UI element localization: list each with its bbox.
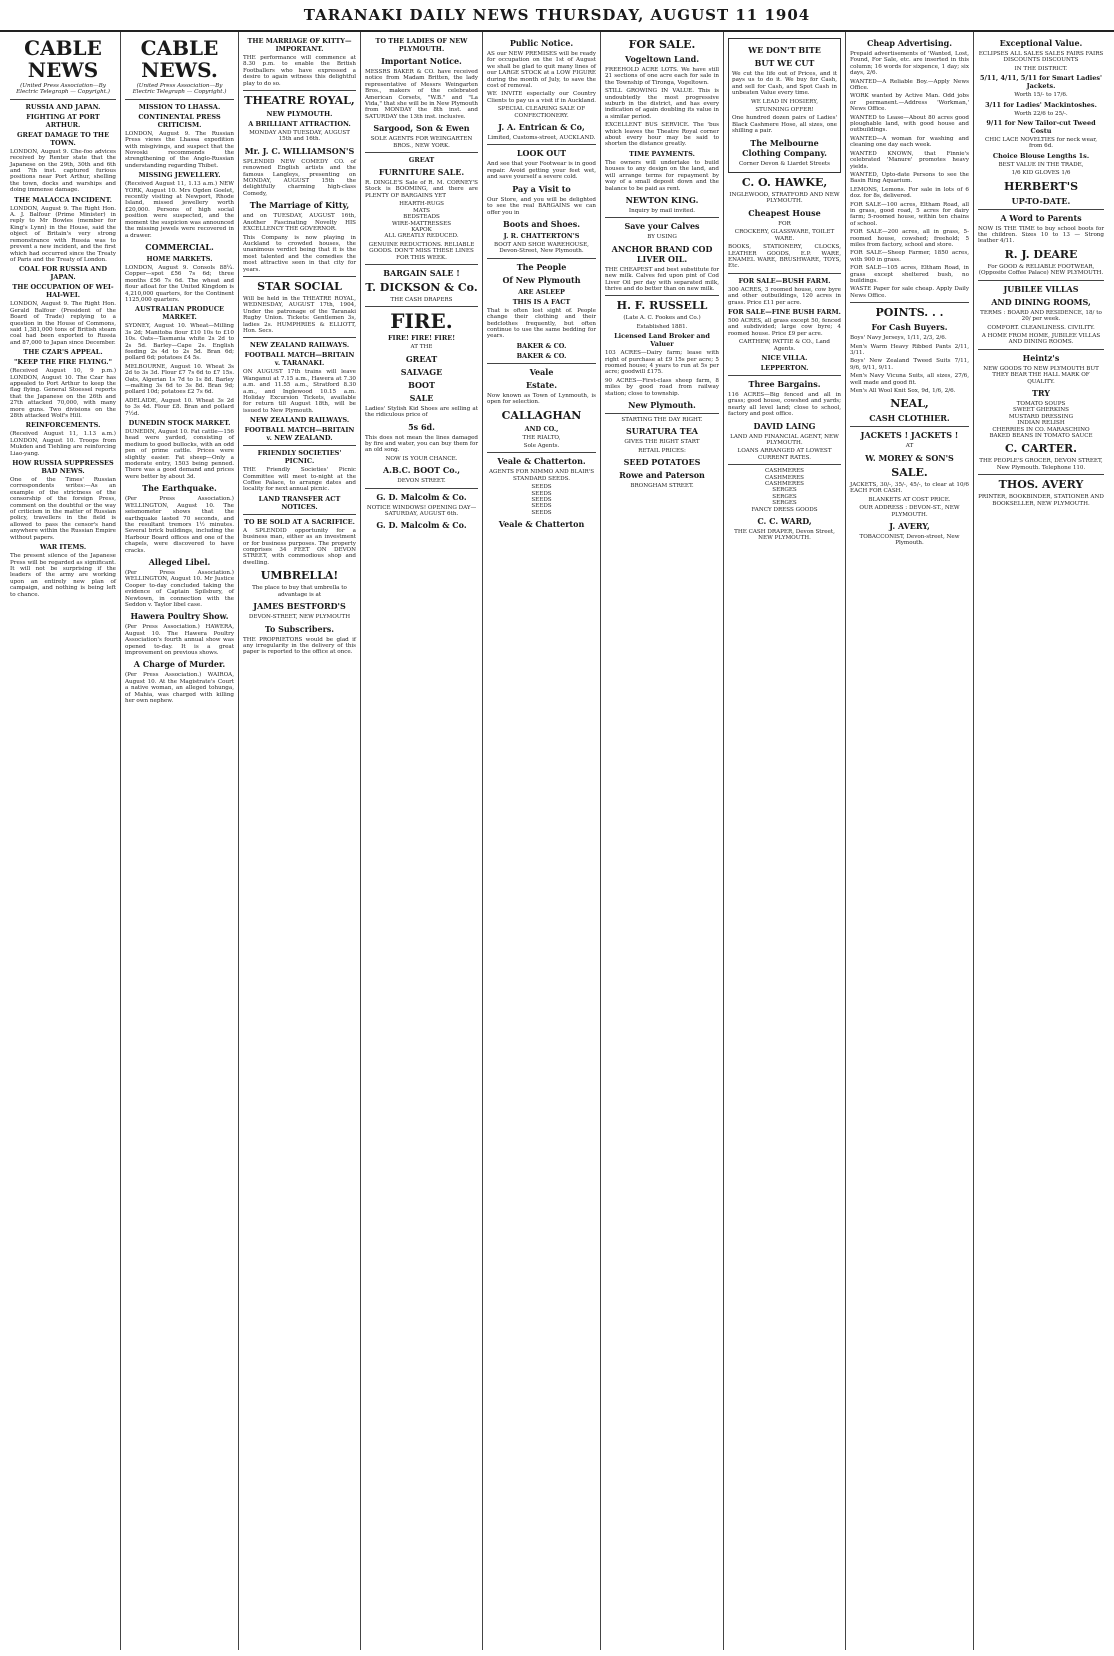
ad-heading: CASH CLOTHIER. [869,413,950,424]
ad-heading: SURATURA TEA [626,426,698,437]
cable-news-title: CABLE NEWS [24,36,102,82]
heading: THE CZAR'S APPEAL. [23,348,103,357]
ad-heading: FRIENDLY SOCIETIES' PICNIC. [257,449,342,466]
ad-text: SPLENDID NEW COMEDY CO. of renowned English artists and the famous Langleys, presenting on MONDAY, AUGUST 15th the delightfully charming high-class Comedy, [243,158,356,197]
ad-text: MONDAY AND TUESDAY, AUGUST 15th and 16th. [249,130,350,143]
classified-ad: WANTED to Lease—About 80 acres good ploughable land, with good house and outbuildings. [850,114,969,134]
article-text: (Per Press Association.) WELLINGTON, August 10. The seismometer shows that the earthquake lasted 70 seconds, and the resultant tremors 1½ minutes. Several brick buildings, including the Harbour Board offices and one of the chapels, were discovered to have cracks. [125,496,234,554]
ad-subheading: A BRILLIANT ATTRACTION. [248,120,351,129]
classified-ad: FOR SALE—200 acres, all in grass, 5-roomed house, cowshed; freehold; 5 miles from factory, school and store. [850,229,969,248]
heading: MISSION TO LHASSA. [138,102,221,111]
ad-heading: THEATRE ROYAL, [244,94,355,108]
ad-text: CROCKERY, GLASSWARE, TOILET WARE. [734,229,835,242]
ad-heading: UMBRELLA! [260,569,339,583]
classified-ad: LEMONS, Lemons. For sale in lots of 6 doz. for 8s, delivered. [850,186,969,200]
cable-news-credit: (United Press Association—By Electric Telegraph — Copyright.) [16,83,110,96]
ad-text: GENUINE REDUCTIONS. RELIABLE GOODS. DON'T MISS THESE LINES FOR THIS WEEK. [368,241,475,261]
heading: Hawera Poultry Show. [130,611,229,622]
ad-heading: C. C. WARD, [757,516,812,527]
ad-heading: FURNITURE SALE. [378,167,465,178]
ad-subheading: FIRE! FIRE! FIRE! [387,334,456,343]
heading: DUNEDIN STOCK MARKET. [128,419,231,428]
ad-text: AS our NEW PREMISES will be ready for occupation on the 1st of August we shall be glad to quit many lines of our LARGE STOCK at a LOW FIGURE during the month of July, to save the cost of removal. [487,51,596,90]
ad-text: CHIC LACE NOVELTIES for neck wear, from 6d. [984,137,1098,150]
item-list [728,468,841,513]
ad-text: STUNNING OFFER! [755,107,814,114]
column-6 [601,32,724,1650]
heading: WAR ITEMS. [39,543,87,552]
ad-text: A HOME FROM HOME, JUBILEE VILLAS AND DINING ROOMS. [981,332,1101,346]
ad-text: EXCELLENT BUS SERVICE. The 'bus which leaves the Theatre Royal corner about every hour may be said to shorten the distance greatly. [605,122,719,148]
classified-ad: WASTE Paper for sale cheap. Apply Daily News Office. [850,286,969,299]
article-text: One of the Times' Russian correspondents writes:—As an example of the strictness of the censorship of the foreign Press, comment on the doubtful or the way of criticism in the matter of Russian policy, travellers in the field is allowed to pass the censor's hand anywhere within the Russian Empire without papers. [10,477,116,541]
ad-text: GIVES THE RIGHT START [624,439,700,446]
ad-text: Boys' Navy Jerseys, 1/11, 2/3, 2/6. [850,335,947,342]
ad-subheading: 9/11 for New Tailor-cut Tweed Costu [986,119,1096,136]
ad-heading: JACKETS ! JACKETS ! [860,430,959,441]
ad-heading: Mr. J. C. WILLIAMSON'S [244,145,355,156]
ad-text: THE PROPRIETORS would be glad if any irregularity in the delivery of this paper is reported to the office at once. [243,636,356,656]
column-9 [974,32,1108,1650]
ad-heading: Cheapest House [748,207,821,218]
ad-subheading: NEW PLYMOUTH. [266,110,333,119]
ad-text: DEVON-STREET, NEW PLYMOUTH [248,614,351,621]
list-item: CHERRIES IN CO. MARASCHINO [992,426,1090,433]
ad-text: THE RIALTO, [522,434,561,441]
heading: Alleged Libel. [148,556,211,567]
ad-text: AGENTS FOR NIMMO AND BLAIR'S STANDARD SEEDS. [488,469,595,482]
ad-text: For GOOD & RELIABLE FOOTWEAR, (Opposite Coffee Palace) NEW PLYMOUTH. [978,263,1104,277]
ad-text: AT THE [410,344,433,351]
heading: REINFORCEMENTS. [25,421,101,430]
ad-heading: NEW ZEALAND RAILWAYS. [249,341,350,350]
ad-text: ECLIPSES ALL SALES SALES FAIRS FAIRS DISCOUNTS DISCOUNTS [978,51,1104,64]
ad-price: 5s 6d. [408,421,435,432]
list-item: CASHMERES [765,468,804,475]
ad-heading: C. O. HAWKE, [741,176,828,190]
heading: MISSING JEWELLERY. [138,171,221,180]
ad-heading: J. R. CHATTERTON'S [503,231,580,240]
column-1 [6,32,121,1650]
ad-heading: A Word to Parents [1000,212,1082,223]
ad-text: ON AUGUST 17th trains will leave Wanganui at 7.15 a.m., Hawera at 7.30 a.m. and 11.55 a.m., Stratford 8.30 a.m., and Inglewood 10.15 a.m. Holiday Excursion Tickets, available for return till August 18th, will be issued to New Plymouth. [243,369,356,414]
subheading: FIGHTING AT PORT ARTHUR. [26,112,100,129]
article-text: LONDON, August 9. The Russian Press views the Lhassa expedition with misgivings, and suspect that the Novoski recommends the strengthening of the Anglo-Russian understanding regarding Thibet. [125,130,234,169]
ad-heading: R. J. DEARE [1004,247,1078,261]
column-8 [846,32,974,1650]
article-text: SYDNEY, August 10. Wheat—Milling 3s 2d; Manitoba flour £10 10s to £10 10s. Oats—Tasmania white 2s 2d to 2s 5d. Barley—Cape 2s. English feeding 2s 4d to 2s 5d. Bran 6d; pollard 6d; potatoes £4 5s. [125,323,234,362]
ad-heading: AND DINING ROOMS, [991,296,1091,307]
ad-heading: BAKER & CO. [516,341,567,350]
ad-subheading: FOOTBALL MATCH—BRITAIN v. NEW ZEALAND. [244,426,355,443]
ad-text: TOBACCONIST, Devon-street, New Plymouth. [859,533,960,547]
ad-text: Prepaid advertisements of 'Wanted, Lost, Found, For Sale, etc. are inserted in this column; 16 words for sixpence, 1 day; six days, 2/6. [850,51,969,77]
ad-text: NOTICE WINDOWS! OPENING DAY—SATURDAY, AUGUST 6th. [366,504,477,517]
ad-heading: SALVAGE [400,366,443,377]
ad-heading: Important Notice. [381,56,462,66]
ad-heading: For Cash Buyers. [871,322,948,333]
ad-text: The owners will undertake to build houses to any design on the land, and will arrange terms for repayment by way of a small deposit down and the balance to be paid as rent. [605,159,719,192]
column-2 [121,32,239,1650]
ad-heading: DAVID LAING [753,420,816,431]
ad-heading: BOOT [408,379,435,390]
ad-text: BRONGHAM STREET. [630,483,694,490]
subheading: GREAT DAMAGE TO THE TOWN. [16,130,110,147]
ad-heading: The Melbourne Clothing Company. [742,137,827,158]
classified-ad: WANTED—A woman for washing and cleaning one day each week. [850,135,969,149]
ad-text: 103 ACRES—Dairy farm; lease with right of purchase at £9 15s per acre; 5 roomed house; 4 years to run at 5s per acre; goodwill £175. [605,350,719,376]
heading: The Earthquake. [142,483,217,494]
ad-text: BEST VALUE IN THE TRADE, [998,161,1084,168]
ad-heading: Save your Calves [624,221,700,232]
ad-heading: NEAL, [890,397,929,411]
ad-heading: Public Notice. [509,38,574,48]
ad-heading: TRY [1031,387,1051,398]
list-item: SEEDS [531,503,552,510]
article-text: The present silence of the Japanese Press will be regarded as significant. It will not be surprising if the leaders of the army are working upon an entirely new plan of campaign, and nothing is being left to chance. [10,553,116,598]
ad-heading: Heintz's [1022,352,1060,363]
classified-ad: FOR SALE—Sheep Farmer, 1850 acres, with 900 in grass. [850,250,969,263]
column-7 [724,32,846,1650]
ad-text: THE PEOPLE'S GROCER, DEVON STREET, New Plymouth. Telephone 110. [979,458,1103,471]
ad-heading: A.B.C. BOOT Co., [382,465,461,476]
ad-heading: The People [516,261,567,272]
ad-text: Established 1881. [636,323,688,330]
list-item: SEEDS [531,509,552,516]
ad-heading: SALE [409,392,434,403]
ad-subheading: NICE VILLA. [761,353,808,362]
heading: THE OCCUPATION OF WEI-HAI-WEI. [12,283,114,300]
ad-heading: BARGAIN SALE ! [383,267,460,278]
ad-heading: Veale [529,366,554,377]
list-item: SWEET GHERKINS [1012,407,1069,414]
ad-text: JACKETS, 30/-, 35/-, 45/-, to clear at 10/6 EACH FOR CASH. [850,481,969,495]
ad-heading: New Plymouth. [628,400,696,410]
ad-heading: TO BE SOLD AT A SACRIFICE. [244,517,355,526]
ad-subheading: AND CO., [524,424,559,433]
ad-text: INGLEWOOD, STRATFORD AND NEW PLYMOUTH. [729,192,840,205]
ad-heading: SEED POTATOES [623,457,701,468]
heading: THE MALACCA INCIDENT. [14,195,112,204]
ad-heading: Three Bargains. [748,378,821,389]
classified-ad: FOR SALE—105 acres, Eltham Road, in grass except sheltered bush, no buildings. [850,265,969,284]
ad-heading: BUT WE CUT [754,58,815,68]
list-item: MATS [412,207,431,214]
heading: HOW RUSSIA SUPPRESSES BAD NEWS. [12,459,114,476]
ad-text: BOOKS, STATIONERY, CLOCKS, LEATHER GOODS, E.P. WARE, ENAMEL WARE, BRUSHWARE, TOYS, Etc. [728,244,841,270]
list-item: SERGES [772,500,797,507]
ad-subheading: FOOTBALL MATCH—BRITAIN v. TARANAKI. [244,351,355,368]
ad-text: Now known as Town of Lynmouth, is open for selection. [487,392,596,406]
ad-heading: HERBERT'S [1003,179,1079,193]
article-text: (Per Press Association.) WELLINGTON, August 10. Mr Justice Cooper to-day concluded taking the evidence of Captain Spilsbury, of Newtown, in connection with the Seddon v. Taylor libel case. [125,569,234,608]
newspaper-title: TARANAKI DAILY NEWS THURSDAY, AUGUST 11 1904 [303,6,811,24]
ad-text: And see that your Footwear is in good repair. Avoid getting your feet wet, and save yourself a severe cold. [487,161,596,181]
ad-subheading: Licensed Land Broker and Valuer [614,332,710,349]
article-text: (Received August 11, 1.13 a.m.) NEW YORK, August 10. Mrs Ogden Goelet, recently visiting at Newport, Rhode Island, missed jewellery worth £20,000. Persons of high social position were suspected, and the moment the suspicion was announced the missing jewels were recovered in a drawer. [125,181,234,239]
subheading: HOME MARKETS. [146,254,213,263]
ad-text: Will be held in the THEATRE ROYAL, WEDNESDAY, AUGUST 17th, 1904, Under the patronage of the Taranaki Rugby Union. Tickets: Gentlemen 3s, ladies 2s. HUMPHRIES & ELLIOTT, Hon. Secs. [243,295,356,334]
ad-heading: ANCHOR BRAND COD LIVER OIL. [611,243,713,264]
article-text: (Received August 11, 1.13 a.m.) LONDON, August 10. Troops from Mukden and Tiehling are reinforcing Liao-yang. [10,431,116,457]
ad-heading: JUBILEE VILLAS [1003,283,1079,294]
ad-heading: THOS. AVERY [998,478,1084,492]
ad-subheading: ARE ASLEEP [518,287,565,296]
ad-text: R. DINGLE'S Sale of R. M. CORNEY'S Stock is BOOMING, and there are PLENTY OF BARGAINS YET [365,180,478,199]
ad-text: 1/6 KID GLOVES 1/6 [1011,170,1071,177]
ad-text: We cut the life out of Prices, and it pays us to do it. We buy for Cash, and sell for Cash, and Spot Cash in unbeaten Value every time. [732,71,837,97]
ad-text: PRINTER, BOOKBINDER, STATIONER AND BOOKSELLER, NEW PLYMOUTH. [978,494,1104,507]
list-item: FANCY DRESS GOODS [751,506,818,513]
ad-text: Men's Navy Vicuna Suits, all sizes, 27/6, well made and good fit. [850,373,969,386]
ad-text: RETAIL PRICES: [638,447,686,454]
ad-text: BOOT AND SHOE WAREHOUSE, Devon-Street, New Plymouth. [494,241,589,255]
ad-heading: TO THE LADIES OF NEW PLYMOUTH. [375,37,468,53]
ad-heading: To Subscribers. [264,623,335,634]
ad-heading: Of New Plymouth [502,274,581,285]
ad-heading: Boots and Shoes. [502,218,581,229]
list-item: CASHMERES [765,481,804,488]
ad-heading: J. A. Entrican & Co, [498,122,585,133]
ad-text: 90 ACRES—First-class sheep farm, 8 miles by good road from railway station; close to township. [605,377,719,397]
list-item: TOMATO SOUPS [1016,400,1066,407]
ad-heading: CALLAGHAN [501,408,582,422]
ad-text: and on TUESDAY, AUGUST 16th, Another Fascinating Novelty HIS EXCELLENCY THE GOVERNOR. [243,213,356,233]
ad-subheading: FOR SALE—BUSH FARM. [738,276,831,285]
ad-text: NEW GOODS TO NEW PLYMOUTH BUT THEY BEAR THE HALL MARK OF QUALITY. [983,365,1099,385]
ad-heading: The Marriage of Kitty, [249,200,350,211]
ad-heading: Estate. [525,379,558,390]
ad-heading: WE DON'T BITE [748,45,821,55]
list-item: HEARTH-RUGS [399,201,444,208]
column-3 [239,32,361,1650]
ad-heading: BAKER & CO. [516,351,567,360]
ad-text: WE INVITE especially our Country Clients to pay us a visit if in Auckland. [487,91,596,104]
item-list [365,201,478,239]
ad-text: Sole Agents. [523,442,560,449]
ad-text: Worth 22/6 to 25/-. [1014,110,1068,117]
ad-text: Ladies' Stylish Kid Shoes are selling at the ridiculous price of [365,405,478,419]
heading: COMMERCIAL. [145,241,214,252]
ad-text: SOLE AGENTS FOR WEINGARTEN BROS., NEW YORK. [370,136,473,149]
ad-text: MESSRS BAKER & CO. have received notice from Madam Britten, the lady representative of Messrs Weingarten Bros., makers of the celebrated American Corsets, "W.B." and "La Vida," that she will be in New Plymouth from MONDAY the 8th inst. and SATURDAY the 13th inst. inclusive. [365,69,478,120]
ad-text: Our Store, and you will be delighted to see the real BARGAINS we can offer you in [487,196,596,216]
heading: A Charge of Murder. [133,659,226,670]
item-list [487,484,596,516]
list-item: CASHMERES [765,474,804,481]
ad-text: IN THE DISTRICT. [1014,65,1068,72]
ad-text: BY USING [647,234,677,241]
list-item: BEDSTEADS [403,214,440,221]
list-item: WIRE-MATTRESSES [391,220,452,227]
ad-text: OUR ADDRESS : DEVON-ST., NEW PLYMOUTH. [859,505,960,518]
list-item: MUSTARD DRESSING [1008,413,1074,420]
article-text: LONDON, August 9. Che-foo advices received by Renter state that the Japanese on the 29th, 30th and 6th and 7th inst. captured furious positions near Port Arthur, shelling the town, docks and warships and doing immense damage. [10,148,116,194]
ad-text: LAND AND FINANCIAL AGENT, NEW PLYMOUTH. [730,433,839,446]
ad-heading: Veale & Chatterton. [497,456,586,467]
ad-heading: H. F. RUSSELL [616,299,708,313]
ad-text: A SPLENDID opportunity for a business man, either as an investment or for business purposes. The property comprises 34 FEET ON DEVON STREET, with commodious shop and dwelling. [243,527,356,566]
ad-heading: Rowe and Paterson [619,470,705,481]
heading: THE MARRIAGE OF KITTY—IMPORTANT. [247,37,352,53]
ad-text: Men's Warm Heavy Ribbed Pants 2/11, 3/11. [850,343,969,357]
ad-text: Boys' New Zealand Tweed Suits 7/11, 9/6, 9/11, 9/11. [850,358,969,371]
ad-heading: LOOK OUT [516,148,567,159]
ad-subheading: LEPPERTON. [760,363,809,372]
ad-heading: Exceptional Value. [999,38,1083,48]
ad-subheading: TIME PAYMENTS. [629,149,695,158]
article-text: (Received August 10, 9 p.m.) LONDON, August 10. The Czar has appealed to Port Arthur to keep the flag flying. General Stoessel reports that the Japanese on the 26th and 27th attacked 70,000, with many more guns. Two divisions on the 28th attacked Wolf's Hill. [10,368,116,419]
heading: RUSSIA AND JAPAN. [25,102,101,111]
ad-text: STILL GROWING IN VALUE. This is undoubtedly the most progressive suburb in the district, and has every indication of again doubling its value in a similar period. [605,88,719,120]
article-text: LONDON, August 9. The Right Hon. A. J. Balfour (Prime Minister) in reply to Mr Bowles (member for King's Lynn) in the House, said the object of Britain's very strong remonstrance with Russia was to prevent a new incident, and the first which had occurred since the Treaty of Paris and the Treaty of London. [10,205,116,263]
column-5 [483,32,601,1650]
list-item: ALL GREATLY REDUCED. [384,233,459,240]
ad-text: TERMS : BOARD AND RESIDENCE, 18/ to 20/ per week. [980,309,1102,323]
ad-text: The place to buy that umbrella to advantage is at [252,585,347,598]
ad-heading: W. MOREY & SON'S [865,452,954,463]
ad-text: BLANKETS AT COST PRICE. [868,496,951,503]
ad-heading: FOR SALE. [628,38,696,51]
article-text: LONDON, August 9. The Right Hon. Gerald Balfour (President of the Board of Trade) replying to a question in the House of Commons, said 1,381,000 tons of British steam coal had been exported to Russia and 87,000 to Japan since December. [10,301,116,346]
ad-text: SPECIAL CLEARING SALE OF CONFECTIONERY. [497,106,586,119]
item-list [978,401,1104,439]
ad-text: NOW IS THE TIME to buy school boots for the children. Sizes 10 to 13 — Strong leather 4/11. [978,225,1104,245]
ad-text: 500 ACRES, all grass except 50, fenced and subdivided; large cow byre; 4 roomed house. Price £9 per acre. [728,317,841,337]
ad-heading: UP-TO-DATE. [1011,195,1071,206]
newspaper-columns [6,32,1108,1650]
subheading: CONTINENTAL PRESS CRITICISM. [138,112,221,129]
ad-text: THE CASH DRAPER, Devon Street, NEW PLYMOUTH. [734,529,835,542]
column-4 [361,32,483,1650]
list-item: KAPOK [411,226,432,233]
ad-text: AT [905,443,914,450]
ad-text: Limited, Customs-street, AUCKLAND. [487,135,596,142]
ad-subheading: Choice Blouse Lengths 1s. [992,151,1090,160]
article-text: MELBOURNE, August 10. Wheat 3s 2d to 3s 3d. Flour £7 7s 6d to £7 15s. Oats, Algerian 1s 7d to 1s 8d. Barley—malting 3s 6d to 3s 8d. Bran 9d; pollard 10d; potatoes £2 7s 6d. [125,363,234,396]
ad-heading: NEW ZEALAND RAILWAYS. [249,416,350,425]
cable-news-title: CABLE NEWS. [140,36,219,82]
ad-heading: G. D. Malcolm & Co. [376,491,467,502]
ad-text: FREEHOLD ACRE LOTS. We have still 21 sections of one acre each for sale in the Township of Tironga, Vogeltown. [605,67,719,86]
ad-text: FOR [778,220,791,227]
ad-box [728,38,841,173]
ad-heading: FIRE. [390,309,453,334]
ad-heading: Cheap Advertising. [866,38,953,48]
ad-text: Men's All Wool Knit Sox, 9d, 1/6, 2/6. [850,388,956,395]
ad-text: (Late A. C. Fookes and Co.) [623,315,701,322]
ad-text: 300 ACRES, 3 roomed house, cow byre and other outbuildings, 120 acres in grass. Price £11 per acre. [728,286,841,306]
subheading: "KEEP THE FIRE FLYING." [14,358,112,367]
list-item: SEEDS [531,484,552,491]
ad-heading: NEWTON KING. [625,194,699,205]
classified-ad: WANTED, Upto-date Persons to see the Basin Ring Aquarium. [850,171,969,185]
ad-heading: LAND TRANSFER ACT NOTICES. [258,494,341,511]
ad-text: That is often lost sight of. People change their clothing and their bedclothes frequently, but often continue to use the same bedding for years. [487,307,596,340]
heading: COAL FOR RUSSIA AND JAPAN. [19,265,107,282]
ad-text: This Company is now playing in Auckland to crowded houses, the unanimous verdict being that it is the most talented and the comedies the most attractive seen in that city for years. [243,234,356,273]
ad-heading: Vogeltown Land. [624,54,700,64]
ad-heading: JAMES BESTFORD'S [253,601,346,612]
ad-text: Corner Devon & Liardet Streets [738,160,831,167]
ad-heading: J. AVERY, [889,520,930,531]
article-text: (Per Press Association.) WAIROA, August 10. At the Magistrate's Court a native woman, an alleged tohunga, of Mahia, was charged with killing her own nephew. [125,672,234,705]
cable-news-credit: (United Press Association—By Electric Telegraph — Copyright.) [132,83,227,96]
article-text: DUNEDIN, August 10. Fat cattle—156 head were yarded, consisting of medium to good bullocks, with an odd pen of prime cattle. Prices were slightly easier. Fat sheep—Only a moderate entry, 1503 being penned. There was a good demand and prices were better by about 3d. [125,429,234,480]
list-item: INDIAN RELISH [1017,420,1065,427]
ad-text: THE CASH DRAPERS [390,296,453,303]
article-text: (Per Press Association.) HAWERA, August 10. The Hawera Poultry Association's fourth annual show was opened to-day. It is a great improvement on previous shows. [125,624,234,656]
article-text: THE performance will commence at 8.30 p.m. to enable the British Footballers who have expressed a desire to again witness this delightful play to do so. [243,55,356,87]
ad-text: CARTHEW, PATTIE & CO., Land Agents. [739,339,830,352]
ad-heading: Veale & Chatterton [498,519,585,530]
ad-heading: Sargood, Son & Ewen [373,123,470,134]
ad-text: LOANS ARRANGED AT LOWEST CURRENT RATES. [737,448,832,461]
ad-text: This does not mean the lines damaged by fire and water, you can buy them for an old song. [365,434,478,454]
ad-text: Inquiry by mail invited. [628,207,696,214]
ad-subheading: 5/11, 4/11, 5/11 for Smart Ladies' Jackets. [979,74,1102,91]
classified-ad: WANTED—A Reliable Boy.—Apply News Office. [850,78,969,92]
ad-text: 116 ACRES—Big fenced and all in grass; good house, cowshed and yards; nearly all level land; close to school, factory and post office. [728,391,841,418]
list-item: SERGES [772,493,797,500]
ad-text: NOW IS YOUR CHANCE. [385,455,458,462]
ad-text: STARTING THE DAY RIGHT. [621,417,703,423]
ad-heading: SALE. [891,465,928,479]
masthead [0,0,1114,32]
heading: AUSTRALIAN PRODUCE MARKET. [135,305,224,322]
classified-ad: FOR SALE—100 acres, Eltham Road, all in grass, good road, 5 acres for dairy farm; 5-roomed house, within ten chains of school. [850,201,969,227]
ad-heading: STAR SOCIAL [257,279,342,293]
ad-heading: Pay a Visit to [512,183,571,194]
ad-text: THE Friendly Societies' Picnic Committee will meet to-night at the Coffee Palace, to arrange dates and locality for next annual picnic. [243,467,356,493]
ad-text: WE LEAD IN HOSIERY, [751,98,818,105]
ad-subheading: FOR SALE—FINE BUSH FARM. [728,307,841,316]
classified-ad: WANTED KNOWN, that Finnie's celebrated 'Manure' promotes heavy yields. [850,150,969,170]
ad-heading: C. CARTER. [1005,442,1077,456]
list-item: SERGES [772,487,797,494]
article-text: LONDON, August 9. Consols 88¼. Copper—spot £56 7s 6d; three months £56 7s 6d. The wheat and flour afloat for the United Kingdom is 4,210,000 quarters, for the Continent 1125,000 quarters. [125,264,234,303]
classified-ad: WORK wanted by Active Man. Odd jobs or permanent.—Address 'Workman,' News Office. [850,93,969,113]
list-item: SEEDS [531,497,552,503]
ad-text: THE CHEAPEST and best substitute for new milk. Calves fed upon pint of Cod Liver Oil per day with separated milk, thrive and do better than on new milk. [605,266,719,292]
ad-subheading: THIS IS A FACT [512,297,571,306]
ad-heading: POINTS. . . [875,306,944,320]
ad-text: DEVON STREET. [397,478,446,485]
ad-heading: T. DICKSON & Co. [365,280,478,294]
list-item: BAKED BEANS IN TOMATO SAUCE [989,432,1093,439]
ad-text: One hundred dozen pairs of Ladies' Black Cashmere Hose, all sizes, one shilling a pair. [732,115,837,135]
ad-subheading: 3/11 for Ladies' Mackintoshes. [985,100,1097,109]
article-text: ADELAIDE, August 10. Wheat 3s 2d to 3s 4d. Flour £8. Bran and pollard 7½d. [125,397,234,417]
list-item: SEEDS [531,490,552,497]
ad-heading: GREAT [408,156,435,165]
ad-text: COMFORT. CLEANLINESS. CIVILITY. [987,324,1095,331]
ad-heading: G. D. Malcolm & Co. [376,520,467,531]
ad-heading: GREAT [405,353,438,364]
ad-text: Worth 15/- to 17/6. [1014,92,1068,99]
